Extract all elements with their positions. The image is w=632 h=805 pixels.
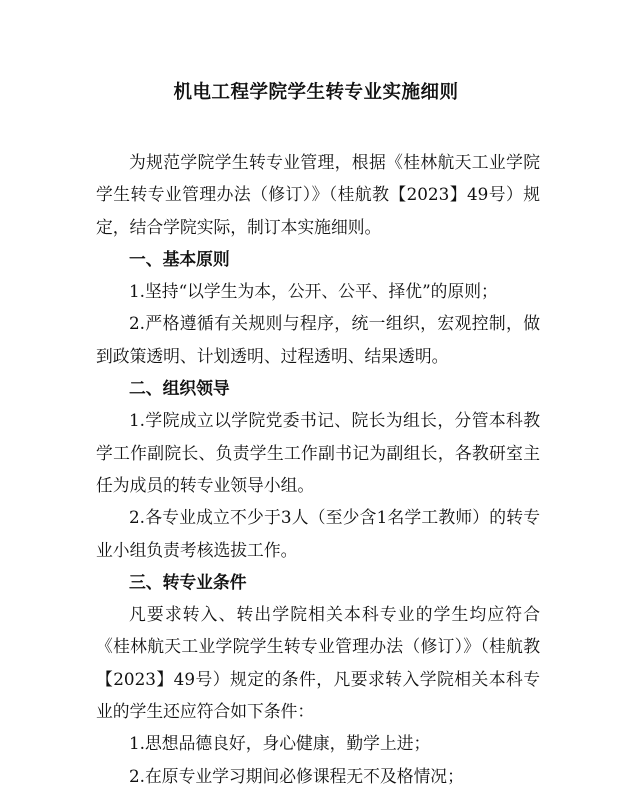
organization-item-2: 2.各专业成立不少于3人（至少含1名学工教师）的转专业小组负责考核选拔工作。 [96,507,540,560]
principle-item-1: 1.坚持“以学生为本，公开、公平、择优”的原则； [129,281,498,302]
organization-item-1: 1.学院成立以学院党委书记、院长为组长，分管本科教学工作副院长、负责学生工作副书记为副组长，各教研室主任为成员的转专业领导小组。 [96,410,540,495]
document-title: 机电工程学院学生转专业实施细则 [173,82,459,103]
intro-paragraph: 为规范学院学生转专业管理，根据《桂林航天工业学院学生转专业管理办法（修订）》（桂航教【2023】49号）规定，结合学院实际，制订本实施细则。 [96,152,540,237]
section-heading-principles: 一、基本原则 [129,248,230,269]
section-heading-conditions: 三、转专业条件 [129,571,247,592]
condition-item-1: 1.思想品德良好，身心健康，勤学上进； [129,733,431,754]
conditions-intro: 凡要求转入、转出学院相关本科专业的学生均应符合《桂林航天工业学院学生转专业管理办法（修订）》（桂航教【2023】49号）规定的条件，凡要求转入学院相关本科专业的学生还应符合如下条件： [96,604,540,722]
condition-item-2: 2.在原专业学习期间必修课程无不及格情况； [129,765,464,786]
document-body [96,146,540,792]
section-heading-organization: 二、组织领导 [129,378,230,399]
principle-item-2: 2.严格遵循有关规则与程序，统一组织，宏观控制，做到政策透明、计划透明、过程透明、结果透明。 [96,313,540,366]
